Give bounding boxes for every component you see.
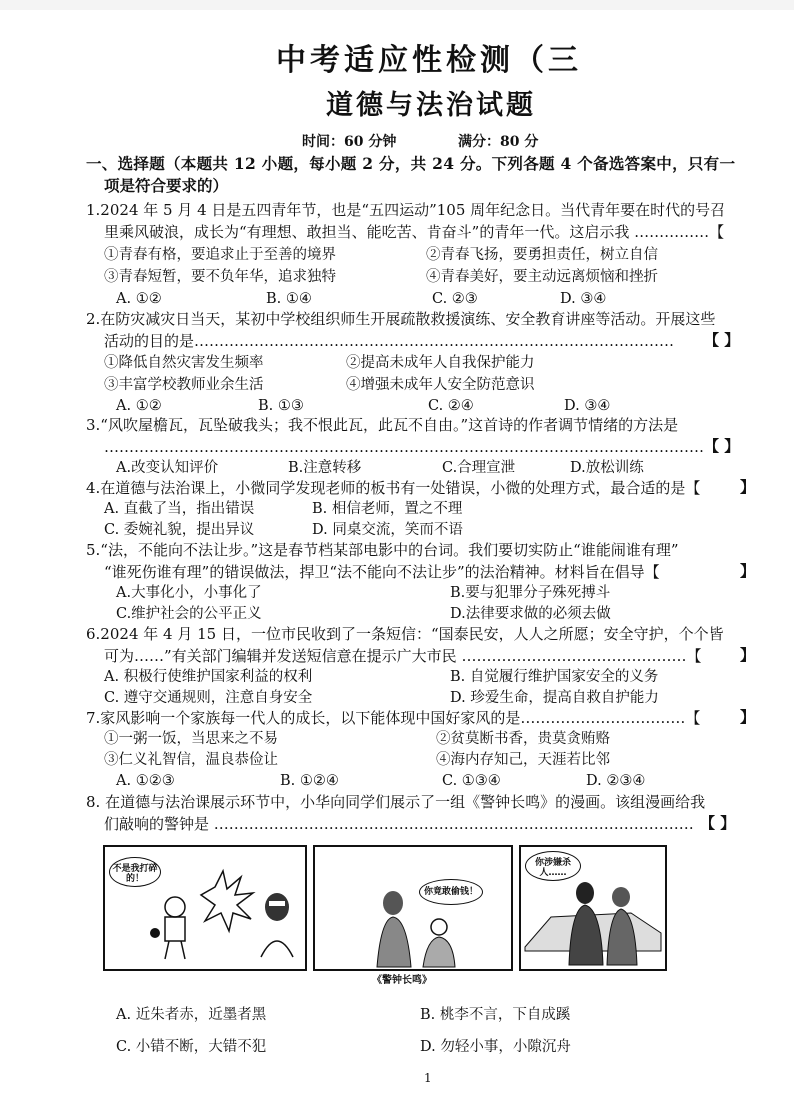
exam-subtitle: 道德与法治试题 [326,90,536,121]
page-number: 1 [424,1071,432,1085]
q2-option-c: C. ②④ [428,398,474,414]
q3-option-a: A.改变认知评价 [116,460,219,476]
q4-option-a: A. 直截了当，指出错误 [104,501,255,517]
q1-statement-2: ②青春飞扬，要勇担责任，树立自信 [426,247,658,263]
q2-statement-2: ②提高未成年人自我保护能力 [346,355,535,371]
q6-answer-bracket-close: 】 [740,646,756,664]
q1-option-d: D. ③④ [560,291,607,307]
q8-answer-bracket: 【 】 [700,814,736,832]
comic-panel-3 [519,845,667,971]
q7-statement-1: ①一粥一饭，当思来之不易 [104,731,278,747]
q6-option-d: D. 珍爱生命，提高自救自护能力 [450,690,659,706]
q5-option-d: D.法律要求做的必须去做 [450,606,611,622]
q4-option-b: B. 相信老师，置之不理 [312,501,463,517]
comic-speech-bubble-3: 你涉嫌杀人…… [525,851,581,881]
q6-option-c: C. 遵守交通规则，注意自身安全 [104,690,313,706]
q7-statement-4: ④海内存知己，天涯若比邻 [436,752,610,768]
q7-option-d: D. ②③④ [586,773,646,789]
q7-option-a: A. ①②③ [116,773,175,789]
q5-option-b: B.要与犯罪分子殊死搏斗 [450,585,611,601]
exam-time: 时间：60 分钟 [302,134,397,150]
q6-line2: 可为……”有关部门编辑并发送短信意在提示广大市民 ………………………………………【 [104,647,702,665]
q2-statement-1: ①降低自然灾害发生频率 [104,355,264,371]
q2-option-b: B. ①③ [258,398,304,414]
comic-speech-bubble-2: 你竟敢偷钱！ [419,879,483,905]
q4-option-c: C. 委婉礼貌，提出异议 [104,522,255,538]
comic-scene-2 [315,847,511,969]
q1-statement-3: ③青春短暂，要不负年华，追求独特 [104,269,336,285]
q1-line1: 1.2024 年 5 月 4 日是五四青年节，也是“五四运动”105 周年纪念日。当代青年要在时代的号召 [86,201,726,219]
q8-option-b: B. 桃李不言，下自成蹊 [420,1007,571,1023]
q5-line2: “谁死伤谁有理”的错误做法，捍卫“法不能向不法让步”的法治精神。材料旨在倡导【 [104,563,660,581]
q6-line1: 6.2024 年 4 月 15 日，一位市民收到了一条短信：“国泰民安，人人之所愿；安全守护，个个皆 [86,625,724,643]
q3-line1: 3.“风吹屋檐瓦，瓦坠破我头；我不恨此瓦，此瓦不自由。”这首诗的作者调节情绪的方法是 [86,416,679,434]
q2-option-d: D. ③④ [564,398,611,414]
comic-panel-2 [313,845,513,971]
section-heading: 一、选择题（本题共 12 小题，每小题 2 分，共 24 分。下列各题 4 个备选答案中，只有一 [86,154,736,173]
q5-answer-bracket-close: 】 [740,562,756,580]
scan-edge [0,0,794,10]
comic-caption: 《警钟长鸣》 [372,975,432,986]
comic-speech-bubble-1: 不是我打碎的！ [109,857,161,887]
q1-option-a: A. ①② [116,291,162,307]
section-heading-cont: 项是符合要求的） [104,176,229,195]
exam-score: 满分：80 分 [458,134,539,150]
q2-line1: 2.在防灾减灾日当天，某初中学校组织师生开展疏散救援演练、安全教育讲座等活动。开展这些 [86,310,716,328]
q5-option-a: A.大事化小，小事化了 [116,585,262,601]
q5-option-c: C.维护社会的公平正义 [116,606,262,622]
q1-line2: 里乘风破浪，成长为“有理想、敢担当、能吃苦、肯奋斗”的青年一代。这启示我 ……………【 [104,223,725,241]
q8-option-a: A. 近朱者赤，近墨者黑 [116,1007,267,1023]
comic-scene-1 [105,847,305,969]
q1-option-c: C. ②③ [432,291,478,307]
q6-option-a: A. 积极行使维护国家利益的权利 [104,669,313,685]
q3-answer-bracket: 【 】 [704,437,740,455]
q3-option-c: C.合理宣泄 [442,460,516,476]
q8-line2: 们敲响的警钟是 …………………………………………………………………………………… [104,815,694,833]
q4-line1: 4.在道德与法治课上，小微同学发现老师的板书有一处错误，小微的处理方式，最合适的是【 [86,479,701,497]
q1-option-b: B. ①④ [266,291,312,307]
comic-scene-3 [521,847,665,969]
q2-answer-bracket: 【 】 [704,331,740,349]
q4-answer-bracket-close: 】 [740,478,756,496]
q8-option-c: C. 小错不断，大错不犯 [116,1039,267,1055]
comic-panel-1 [103,845,307,971]
q7-answer-bracket-close: 】 [740,708,756,726]
q1-statement-1: ①青春有格，要追求止于至善的境界 [104,247,336,263]
q6-option-b: B. 自觉履行维护国家安全的义务 [450,669,659,685]
q2-statement-3: ③丰富学校教师业余生活 [104,377,264,393]
q1-statement-4: ④青春美好，要主动远离烦恼和挫折 [426,269,658,285]
q7-statement-2: ②贫莫断书香，贵莫贪贿赂 [436,731,610,747]
q4-option-d: D. 同桌交流，笑而不语 [312,522,463,538]
q3-line2: ………………………………………………………………………………………………………… [104,438,704,456]
q8-option-d: D. 勿轻小事，小隙沉舟 [420,1039,571,1055]
q7-option-b: B. ①②④ [280,773,339,789]
exam-title: 中考适应性检测（三 [276,43,582,78]
q3-option-d: D.放松训练 [570,460,644,476]
q8-line1: 8. 在道德与法治课展示环节中，小华向同学们展示了一组《警钟长鸣》的漫画。该组漫画给我 [86,793,706,811]
q2-statement-4: ④增强未成年人安全防范意识 [346,377,535,393]
q3-option-b: B.注意转移 [288,460,362,476]
q2-option-a: A. ①② [116,398,162,414]
q7-line1: 7.家风影响一个家族每一代人的成长，以下能体现中国好家风的是……………………………【 [86,709,701,727]
q2-line2: 活动的目的是…………………………………………………………………………………… [104,332,675,350]
q7-option-c: C. ①③④ [442,773,501,789]
q5-line1: 5.“法，不能向不法让步。”这是春节档某部电影中的台词。我们要切实防止“谁能闹谁有理” [86,541,679,559]
q7-statement-3: ③仁义礼智信，温良恭俭让 [104,752,278,768]
